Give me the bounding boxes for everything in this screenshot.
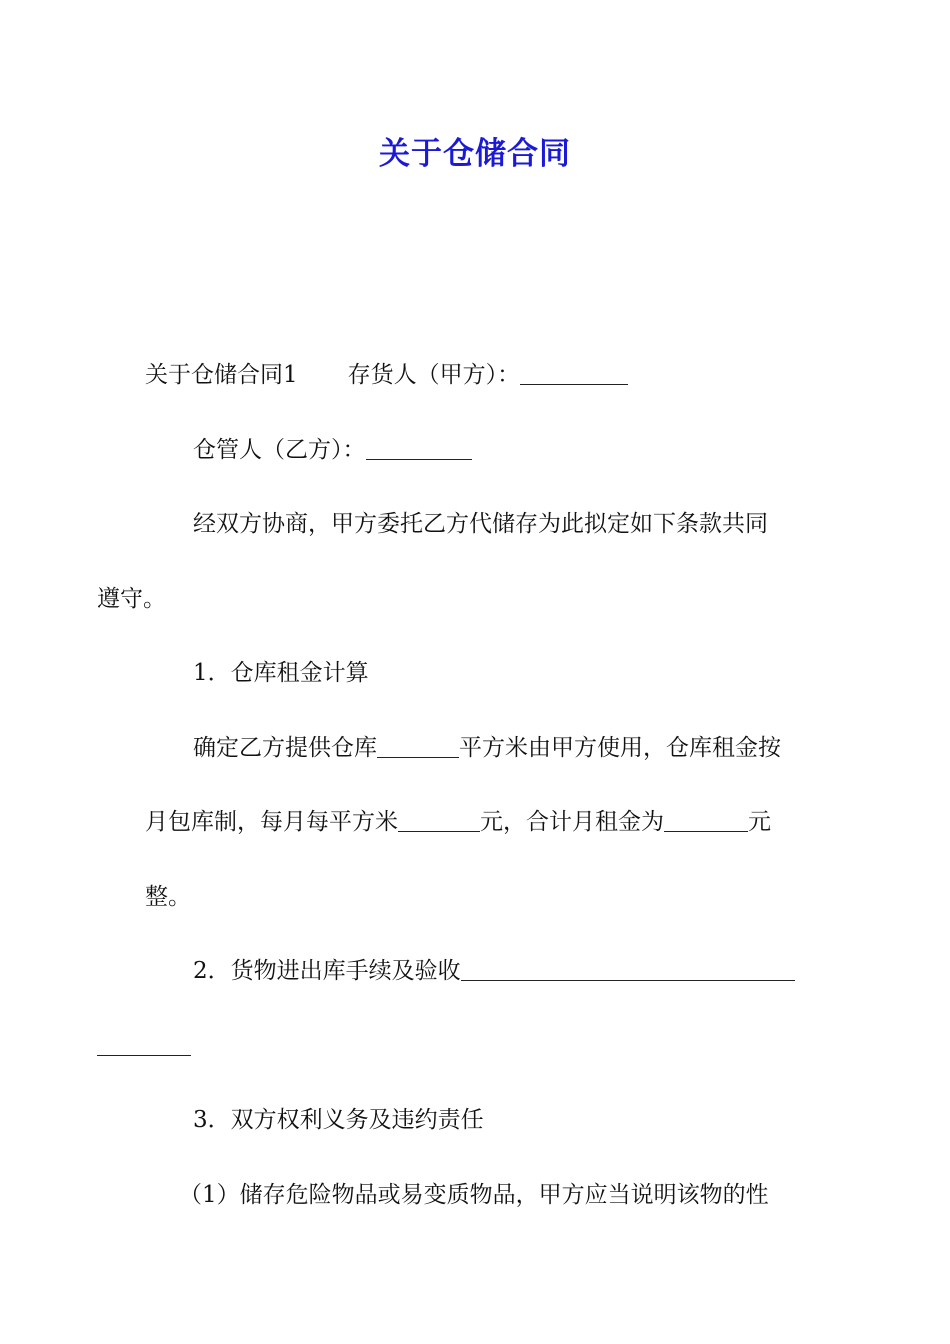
monthly-rent-blank [664,807,748,832]
clause-1-text: （1）储存危险物品或易变质物品，甲方应当说明该物的性 [179,1181,769,1208]
section-1-text-e: 元 [748,809,771,835]
heading-line [145,338,810,413]
party-b-line [145,413,810,488]
section-1-text-b: 平方米由甲方使用，仓库租金按 [459,734,781,761]
section-1-title: 1．仓库租金计算 [193,660,369,686]
clause-1-paragraph [145,1158,810,1233]
party-a-label: 存货人（甲方）： [347,362,521,388]
unit-price-blank [398,807,480,832]
contract-label: 关于仓储合同1 [145,362,298,388]
section-2-blank-continued [97,1030,191,1055]
section-2-blank [461,956,795,981]
section-1-paragraph [145,711,810,935]
section-2-paragraph [145,934,810,1083]
intro-line-2: 遵守。 [97,585,166,612]
section-3-title: 3．双方权利义务及违约责任 [193,1107,484,1133]
party-b-label: 仓管人（乙方）： [193,436,366,463]
section-1-text-c: 月包库制，每月每平方米 [145,809,398,835]
intro-line-1: 经双方协商，甲方委托乙方代储存为此拟定如下条款共同 [193,511,768,537]
section-1-text-f: 整。 [145,883,191,910]
section-1-line-2 [97,785,771,860]
document-body [97,338,810,1232]
area-blank [377,732,459,757]
document-title: 关于仓储合同 [379,136,571,172]
party-b-blank [366,434,472,459]
party-a-blank [520,360,628,385]
section-1-text-d: 元，合计月租金为 [480,809,664,835]
section-1-text-a: 确定乙方提供仓库 [193,734,377,761]
section-2-title: 2．货物进出库手续及验收 [193,958,461,984]
intro-paragraph [97,487,810,636]
